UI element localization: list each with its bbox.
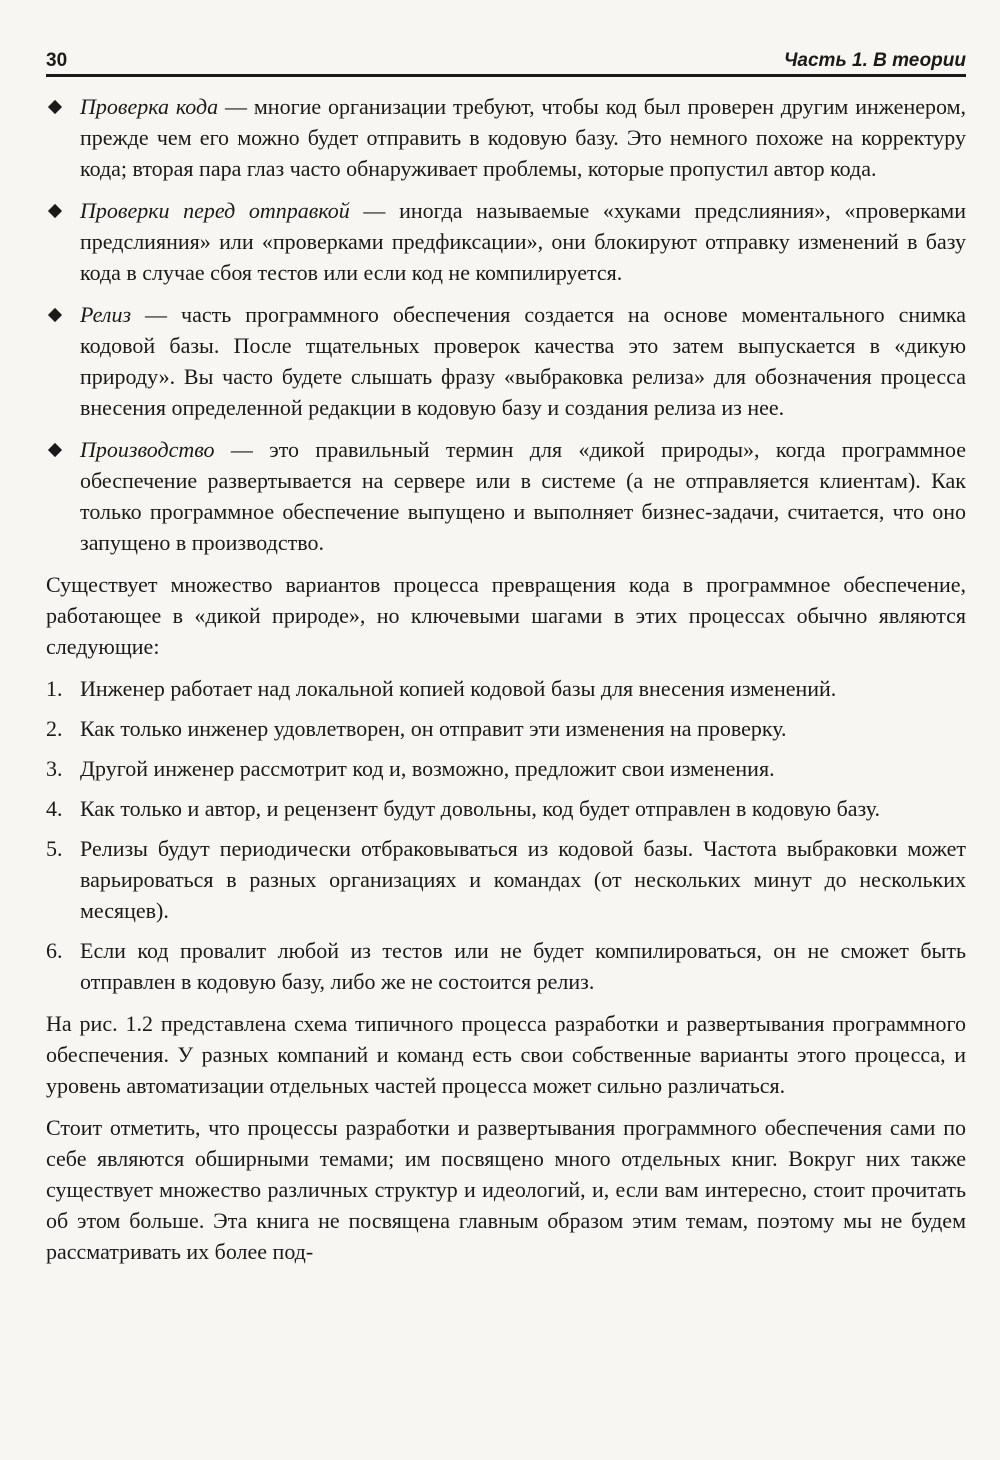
step-item	[46, 713, 966, 744]
page-number: 30	[46, 50, 68, 71]
step-item	[46, 833, 966, 926]
step-item	[46, 793, 966, 824]
closing-paragraph: Стоит отметить, что процессы разработки и развертывания программного обеспечения сами по себе являются обширными темами; им посвящено много отдельных книг. Вокруг них также существует множество различных структур и идеологий, и, если вам интересно, стоит прочитать об этом больше. Эта книга не посвящена главным образом этим темам, поэтому мы не будем рассматривать их более под-	[46, 1115, 966, 1264]
step-item	[46, 935, 966, 997]
bullet-item	[46, 434, 966, 558]
intro-paragraph: Существует множество вариантов процесса превращения кода в программное обеспечение, работающее в «дикой природе», но ключевыми шагами в этих процессах обычно являются следующие:	[46, 572, 966, 659]
bullet-term: Проверка кода	[80, 94, 219, 119]
step-item	[46, 753, 966, 784]
bullet-text: — это правильный термин для «дикой природы», когда программное обеспечение развертывается на сервере или в системе (а не отправляется клиентам). Как только программное обеспечение выпущено и выполняет бизнес-задачи, считается, что оно запущено в производство.	[80, 437, 966, 555]
step-number: 6.	[46, 938, 63, 963]
step-number: 1.	[46, 676, 63, 701]
bullet-term: Релиз	[80, 302, 132, 327]
step-text: Релизы будут периодически отбраковываться из кодовой базы. Частота выбраковки может варьироваться в разных организациях и командах (от нескольких минут до нескольких месяцев).	[80, 836, 966, 923]
diamond-bullet-icon	[48, 308, 62, 322]
step-text: Инженер работает над локальной копией кодовой базы для внесения изменений.	[80, 676, 837, 701]
bullet-item	[46, 299, 966, 423]
part-title: Часть 1. В теории	[783, 50, 966, 71]
step-number: 5.	[46, 836, 63, 861]
bullet-term: Производство	[80, 437, 215, 462]
figure-reference-paragraph: На рис. 1.2 представлена схема типичного процесса разработки и развертывания программного обеспечения. У разных компаний и команд есть свои собственные варианты этого процесса, и уровень автоматизации отдельных частей процесса может сильно различаться.	[46, 1011, 966, 1098]
step-text: Как только и автор, и рецензент будут довольны, код будет отправлен в кодовую базу.	[80, 796, 881, 821]
step-number: 3.	[46, 756, 63, 781]
running-header	[46, 42, 966, 77]
bullet-item	[46, 91, 966, 184]
step-number: 4.	[46, 796, 63, 821]
bullet-text: — иногда называемые «хуками предслияния», «проверками предслияния» или «проверками предфиксации», они блокируют отправку изменений в базу кода в случае сбоя тестов или если код не компилируется.	[80, 198, 966, 285]
step-text: Как только инженер удовлетворен, он отправит эти изменения на проверку.	[80, 716, 787, 741]
diamond-bullet-icon	[48, 100, 62, 114]
page-body	[46, 91, 966, 1267]
step-item	[46, 673, 966, 704]
diamond-bullet-icon	[48, 443, 62, 457]
bullet-term: Проверки перед отправкой	[80, 198, 350, 223]
terms-bullet-list	[46, 91, 966, 558]
bullet-text: — часть программного обеспечения создается на основе моментального снимка кодовой базы. После тщательных проверок качества это затем выпускается в «дикую природу». Вы часто будете слышать фразу «выбраковка релиза» для обозначения процесса внесения определенной редакции в кодовую базу и создания релиза из нее.	[80, 302, 966, 420]
step-text: Если код провалит любой из тестов или не будет компилироваться, он не сможет быть отправлен в кодовую базу, либо же не состоится релиз.	[80, 938, 966, 994]
diamond-bullet-icon	[48, 204, 62, 218]
bullet-text: — многие организации требуют, чтобы код был проверен другим инженером, прежде чем его можно будет отправить в кодовую базу. Это немного похоже на корректуру кода; вторая пара глаз часто обнаруживает проблемы, которые пропустил автор кода.	[80, 94, 966, 181]
bullet-item	[46, 195, 966, 288]
step-text: Другой инженер рассмотрит код и, возможно, предложит свои изменения.	[80, 756, 775, 781]
book-page	[46, 42, 966, 1278]
step-number: 2.	[46, 716, 63, 741]
process-steps-list	[46, 673, 966, 997]
